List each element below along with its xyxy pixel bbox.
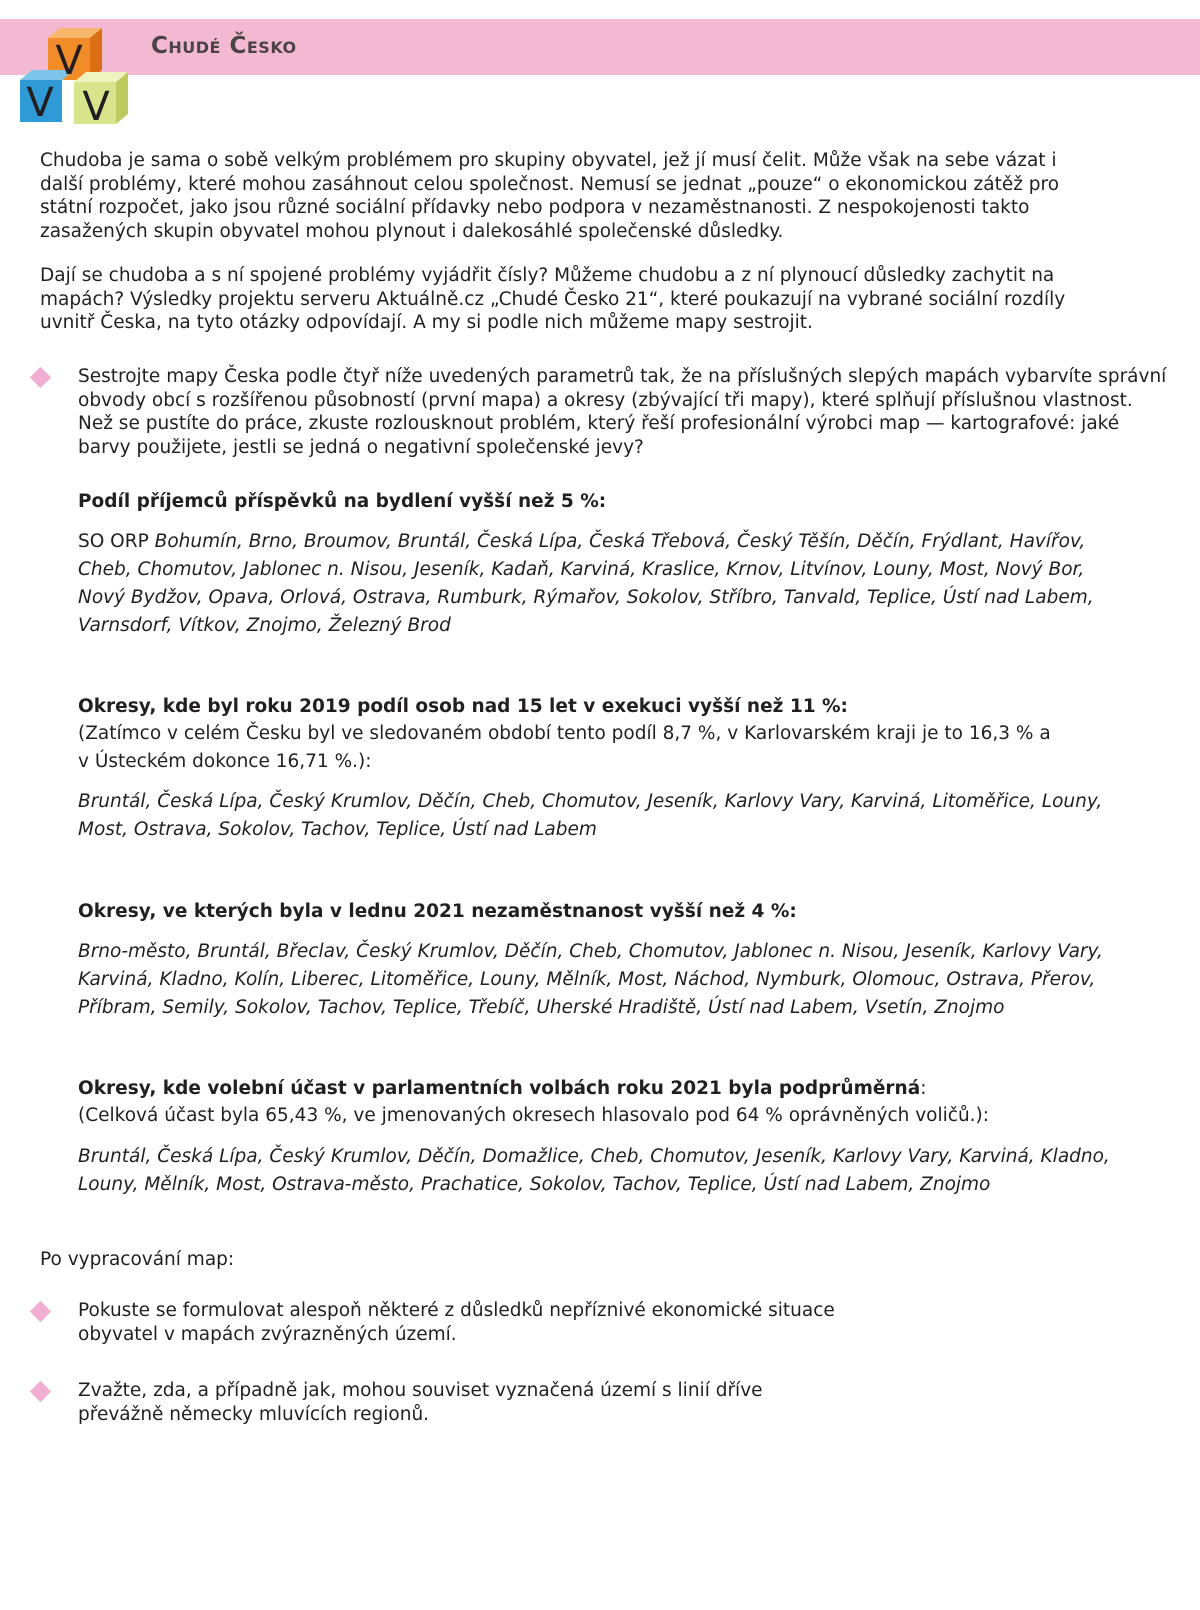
section-heading-unemployment: Okresy, ve kterých byla v lednu 2021 nezaměstnanost vyšší než 4 %: xyxy=(78,901,797,922)
list-items: Bruntál, Česká Lípa, Český Krumlov, Děčín, Domažlice, Cheb, Chomutov, Jeseník, Karlovy Vary, Karviná, Kladno, Louny, Mělník, Most, Ostrava-město, Prachatice, Sokolov, Tachov, Teplice, Ústí nad Labem, Znojmo xyxy=(78,1146,1110,1195)
section-list-turnout xyxy=(78,1143,1118,1199)
bullet-diamond-icon xyxy=(30,1381,51,1402)
section-list-execution xyxy=(78,788,1118,844)
section-note-turnout: (Celková účast byla 65,43 %, ve jmenovaných okresech hlasovalo pod 64 % oprávněných voličů.): xyxy=(78,1105,990,1126)
heading-text: Okresy, kde volební účast v parlamentních volbách roku 2021 byla podprůměrná xyxy=(78,1078,921,1099)
after-maps-label: Po vypracování map: xyxy=(40,1249,235,1270)
page-title: Chudé Česko xyxy=(151,33,297,59)
intro-paragraph-2: Dají se chudoba a s ní spojené problémy vyjádřit čísly? Můžeme chudobu a z ní plynoucí důsledky zachytit na mapách? Výsledky projektu serveru Aktuálně.cz „Chudé Česko 21“, které poukazují na vybrané sociální rozdíly uvnitř Česka, na tyto otázky odpovídají. A my si podle nich můžeme mapy sestrojit. xyxy=(40,265,1066,334)
list-items: Bruntál, Česká Lípa, Český Krumlov, Děčín, Cheb, Chomutov, Jeseník, Karlovy Vary, Karviná, Litoměřice, Louny, Most, Ostrava, Sokolov, Tachov, Teplice, Ústí nad Labem xyxy=(78,791,1103,840)
section-note-execution: (Zatímco v celém Česku byl ve sledovaném období tento podíl 8,7 %, v Karlovarském kraji je to 16,3 % a v Ústeckém dokonce 16,71 %.): xyxy=(78,723,1051,772)
section-heading-turnout xyxy=(78,1077,926,1100)
task-consequences: Pokuste se formulovat alespoň některé z důsledků nepříznivé ekonomické situace obyvatel v mapách zvýrazněných území. xyxy=(78,1300,835,1345)
intro-paragraph-1: Chudoba je sama o sobě velkým problémem pro skupiny obyvatel, jež jí musí čelit. Může však na sebe vázat i další problémy, které mohou zasáhnout celou společnost. Nemusí se jednat „pouze“ o ekonomickou zátěž pro státní rozpočet, jako jsou různé sociální přídavky nebo podpora v nezaměstnanosti. Z nespokojenosti takto zasažených skupin obyvatel mohou plynout i dalekosáhlé společenské důsledky. xyxy=(40,150,1060,242)
section-list-housing xyxy=(78,528,1118,640)
list-prefix: SO ORP xyxy=(78,531,155,552)
task-main: Sestrojte mapy Česka podle čtyř níže uvedených parametrů tak, že na příslušných slepých mapách vybarvíte správní obvody obcí s rozšířenou působností (první mapa) a okresy (zbývající tři mapy), které splňují příslušnou vlastnost. Než se pustíte do práce, zkuste rozlousknout problém, který řeší profesionální výrobci map — kartografové: jaké barvy použijete, jestli se jedná o negativní společenské jevy? xyxy=(78,366,1167,458)
logo-letter-top: V xyxy=(55,38,83,84)
list-items: Bohumín, Brno, Broumov, Bruntál, Česká Lípa, Česká Třebová, Český Těšín, Děčín, Frýdlant, Havířov, Cheb, Chomutov, Jablonec n. Nisou, Jeseník, Kadaň, Karviná, Kraslice, Krnov, Litvínov, Louny, Most, Nový Bor, Nový Bydžov, Opava, Orlová, Ostrava, Rumburk, Rýmařov, Sokolov, Stříbro, Tanvald, Teplice, Ústí nad Labem, Varnsdorf, Vítkov, Znojmo, Železný Brod xyxy=(78,531,1094,636)
section-heading-execution: Okresy, kde byl roku 2019 podíl osob nad 15 let v exekuci vyšší než 11 %: xyxy=(78,696,848,717)
logo-letter-right: V xyxy=(82,84,110,128)
section-list-unemployment xyxy=(78,938,1118,1022)
bullet-diamond-icon xyxy=(30,1301,51,1322)
bullet-diamond-icon xyxy=(30,367,51,388)
vvv-cubes-logo xyxy=(20,26,132,128)
section-heading-housing: Podíl příjemců příspěvků na bydlení vyšší než 5 %: xyxy=(78,491,607,512)
list-items: Brno-město, Bruntál, Břeclav, Český Krumlov, Děčín, Cheb, Chomutov, Jablonec n. Nisou, Jeseník, Karlovy Vary, Karviná, Kladno, Kolín, Liberec, Litoměřice, Louny, Mělník, Most, Náchod, Nymburk, Olomouc, Ostrava, Přerov, Příbram, Semily, Sokolov, Tachov, Teplice, Třebíč, Uherské Hradiště, Ústí nad Labem, Vsetín, Znojmo xyxy=(78,941,1103,1018)
logo-letter-left: V xyxy=(26,80,54,126)
task-german-regions: Zvažte, zda, a případně jak, mohou souviset vyznačená území s linií dříve převážně německy mluvících regionů. xyxy=(78,1380,763,1425)
heading-colon: : xyxy=(920,1078,927,1099)
